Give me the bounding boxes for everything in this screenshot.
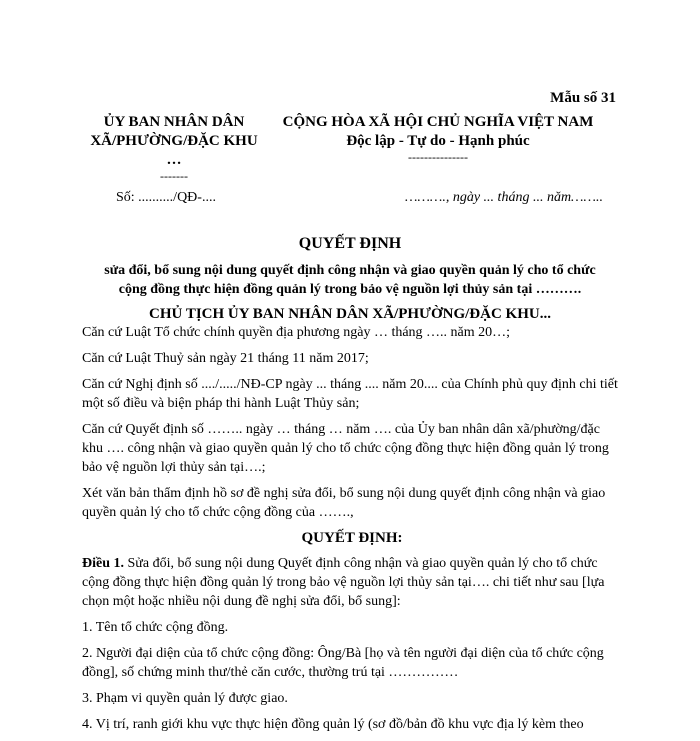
document-date: ………., ngày ... tháng ... năm…….. <box>405 190 603 205</box>
item-1: 1. Tên tổ chức cộng đồng. <box>82 620 229 635</box>
item-2: 2. Người đại diện của tổ chức cộng đồng: Ông/Bà [họ và tên người đại diện của tổ chức cộng đồng], số chứng minh thư/thẻ căn cước, thường trú tại …………… <box>82 646 604 680</box>
title-block <box>60 233 640 324</box>
form-number: Mẫu số 31 <box>550 90 616 106</box>
consideration: Xét văn bản thẩm định hồ sơ đề nghị sửa đổi, bổ sung nội dung quyết định công nhận và giao quyền quản lý cho tổ chức cộng đồng của ……., <box>82 486 606 520</box>
decision-heading: QUYẾT ĐỊNH: <box>301 530 403 546</box>
document-title: QUYẾT ĐỊNH <box>298 235 402 252</box>
national-motto: Độc lập - Tự do - Hạnh phúc <box>346 133 530 149</box>
issuer-divider: ------- <box>160 169 188 183</box>
legal-basis-3: Căn cứ Nghị định số ..../...../NĐ-CP ngày ... tháng .... năm 20.... của Chính phủ quy định chi tiết một số điều và biện pháp thi hành Luật Thủy sản; <box>82 377 618 411</box>
chairman-heading: CHỦ TỊCH ỦY BAN NHÂN DÂN XÃ/PHƯỜNG/ĐẶC KHU... <box>149 306 551 322</box>
issuer-line-3: … <box>166 152 182 168</box>
article-1-text: Sửa đổi, bổ sung nội dung Quyết định công nhận và giao quyền quản lý cho tổ chức cộng đồng thực hiện đồng quản lý trong bảo vệ nguồn lợi thủy sản tại…. chi tiết như sau [lựa chọn một hoặc nhiều nội dung đề nghị sửa đổi, bổ sung]: <box>82 556 605 609</box>
subtitle-line-1: sửa đổi, bổ sung nội dung quyết định công nhận và giao quyền quản lý cho tổ chức <box>104 263 596 278</box>
legal-basis-2: Căn cứ Luật Thuỷ sản ngày 21 tháng 11 năm 2017; <box>82 351 369 366</box>
item-3: 3. Phạm vi quyền quản lý được giao. <box>82 691 288 706</box>
legal-basis-4: Căn cứ Quyết định số …….. ngày … tháng … năm …. của Ủy ban nhân dân xã/phường/đặc khu …. công nhận và giao quyền quản lý cho tổ chức cộng đồng thực hiện đồng quản lý trong bảo vệ nguồn lợi thủy sản tại….; <box>82 422 609 475</box>
issuer-header <box>74 113 274 182</box>
legal-basis-1: Căn cứ Luật Tổ chức chính quyền địa phương ngày … tháng ….. năm 20…; <box>82 325 511 340</box>
article-1 <box>82 554 622 611</box>
national-divider: --------------- <box>408 150 468 164</box>
national-header <box>258 113 618 163</box>
document-subtitle <box>60 261 640 299</box>
subtitle-line-2: cộng đồng thực hiện đồng quản lý trong bảo vệ nguồn lợi thủy sản tại ………. <box>118 282 582 297</box>
national-title: CỘNG HÒA XÃ HỘI CHỦ NGHĨA VIỆT NAM <box>282 114 594 130</box>
item-4: 4. Vị trí, ranh giới khu vực thực hiện đồng quản lý (sơ đồ/bản đồ khu vực địa lý kèm theo <box>82 717 584 732</box>
issuer-line-1: ỦY BAN NHÂN DÂN <box>103 114 245 130</box>
document-number: Số: ........../QĐ-.... <box>116 190 216 205</box>
document-body <box>82 323 622 741</box>
issuer-line-2: XÃ/PHƯỜNG/ĐẶC KHU <box>90 133 258 149</box>
article-1-label: Điều 1. <box>82 556 124 571</box>
